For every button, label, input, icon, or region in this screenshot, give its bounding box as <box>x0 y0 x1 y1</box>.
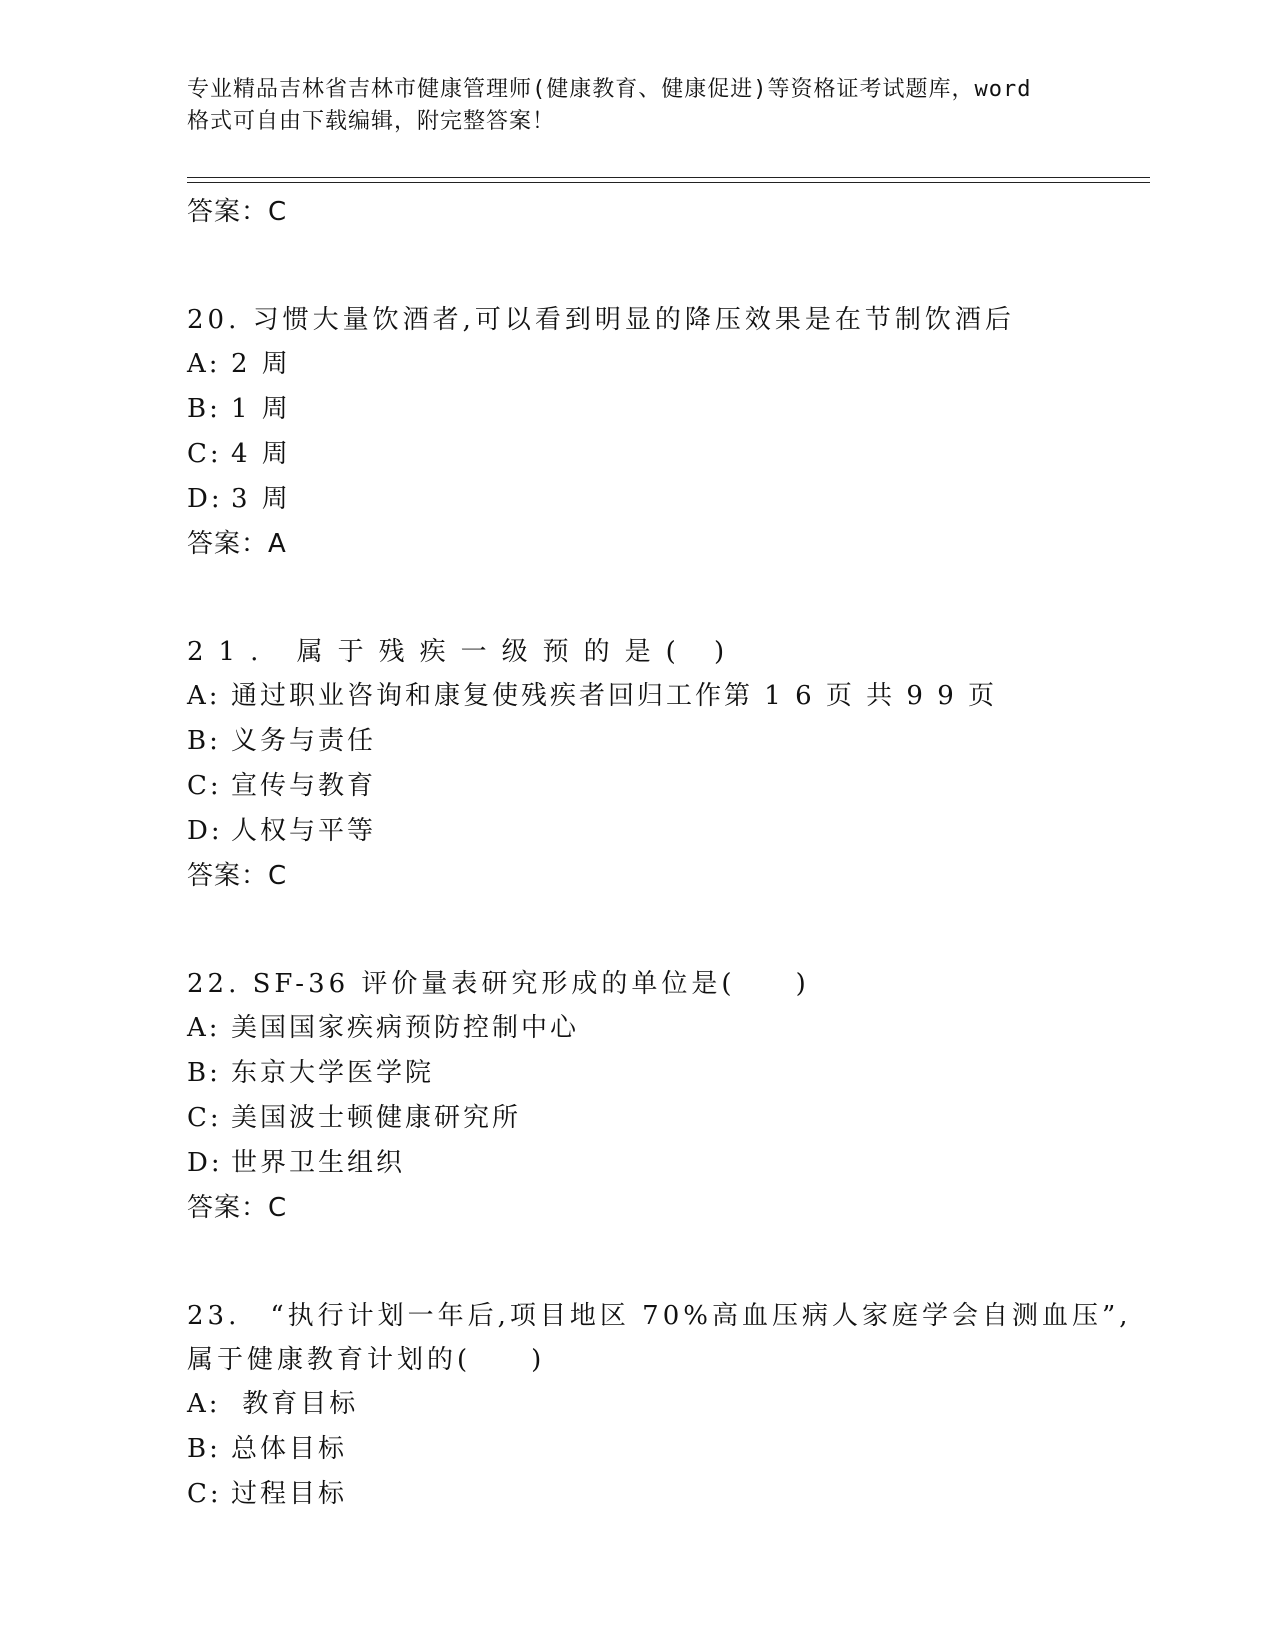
option-a <box>187 1382 1147 1427</box>
spacer <box>187 898 1147 962</box>
option-key: C: <box>187 1479 222 1509</box>
option-key: A: <box>187 1389 221 1419</box>
option-key: B: <box>187 1058 221 1088</box>
option-text: 4 周 <box>231 439 291 469</box>
option-key: A: <box>187 1013 221 1043</box>
question-21: 21. 属于残疾一级预的是( ) <box>187 637 740 667</box>
option-text: 义务与责任 <box>231 726 377 756</box>
page-header <box>187 74 1087 138</box>
header-divider-top <box>187 177 1150 178</box>
option-d <box>187 477 1147 522</box>
option-a <box>187 1006 1147 1051</box>
option-key: D: <box>187 816 223 846</box>
answer-line: 答案：A <box>187 529 287 559</box>
question-20: 20. 习惯大量饮酒者,可以看到明显的降压效果是在节制饮酒后 <box>187 305 1015 335</box>
question-list <box>187 190 1147 1517</box>
option-key: C: <box>187 771 222 801</box>
option-text: 东京大学医学院 <box>231 1058 435 1088</box>
option-d <box>187 809 1147 854</box>
option-text: 世界卫生组织 <box>231 1148 406 1178</box>
option-text: 美国国家疾病预防控制中心 <box>231 1013 580 1043</box>
option-d <box>187 1141 1147 1186</box>
option-text: 教育目标 <box>231 1389 359 1419</box>
option-key: A: <box>187 349 221 379</box>
option-c <box>187 1096 1147 1141</box>
question-22: 22. SF-36 评价量表研究形成的单位是( ) <box>187 969 810 999</box>
option-a <box>187 674 1147 719</box>
header-line-1: 专业精品吉林省吉林市健康管理师(健康教育、健康促进)等资格证考试题库，word <box>187 77 1032 102</box>
option-text: 美国波士顿健康研究所 <box>231 1103 522 1133</box>
answer-line: 答案：C <box>187 197 288 227</box>
option-text: 总体目标 <box>231 1434 348 1464</box>
answer-line: 答案：C <box>187 1193 288 1223</box>
option-c <box>187 764 1147 809</box>
option-text: 人权与平等 <box>231 816 377 846</box>
option-a <box>187 342 1147 387</box>
option-text: 宣传与教育 <box>231 771 377 801</box>
option-c <box>187 1472 1147 1517</box>
option-text: 通过职业咨询和康复使残疾者回归工作第 1 6 页 共 9 9 页 <box>231 681 998 711</box>
option-b <box>187 719 1147 764</box>
option-text: 1 周 <box>231 394 291 424</box>
option-b <box>187 1427 1147 1472</box>
option-text: 2 周 <box>231 349 291 379</box>
option-key: B: <box>187 1434 221 1464</box>
answer-line: 答案：C <box>187 861 288 891</box>
spacer <box>187 1230 1147 1294</box>
option-b <box>187 387 1147 432</box>
question-23: 23. “执行计划一年后,项目地区 70%高血压病人家庭学会自测血压”,属于健康教育计划的( ) <box>187 1301 1132 1375</box>
spacer <box>187 234 1147 298</box>
option-text: 过程目标 <box>231 1479 348 1509</box>
option-key: D: <box>187 484 223 514</box>
option-key: B: <box>187 394 221 424</box>
option-key: A: <box>187 681 221 711</box>
header-divider-bottom <box>187 182 1150 183</box>
header-line-2: 格式可自由下载编辑，附完整答案！ <box>187 109 556 134</box>
option-key: D: <box>187 1148 223 1178</box>
option-key: C: <box>187 1103 222 1133</box>
option-key: C: <box>187 439 222 469</box>
option-key: B: <box>187 726 221 756</box>
option-b <box>187 1051 1147 1096</box>
spacer <box>187 566 1147 630</box>
option-text: 3 周 <box>231 484 291 514</box>
option-c <box>187 432 1147 477</box>
